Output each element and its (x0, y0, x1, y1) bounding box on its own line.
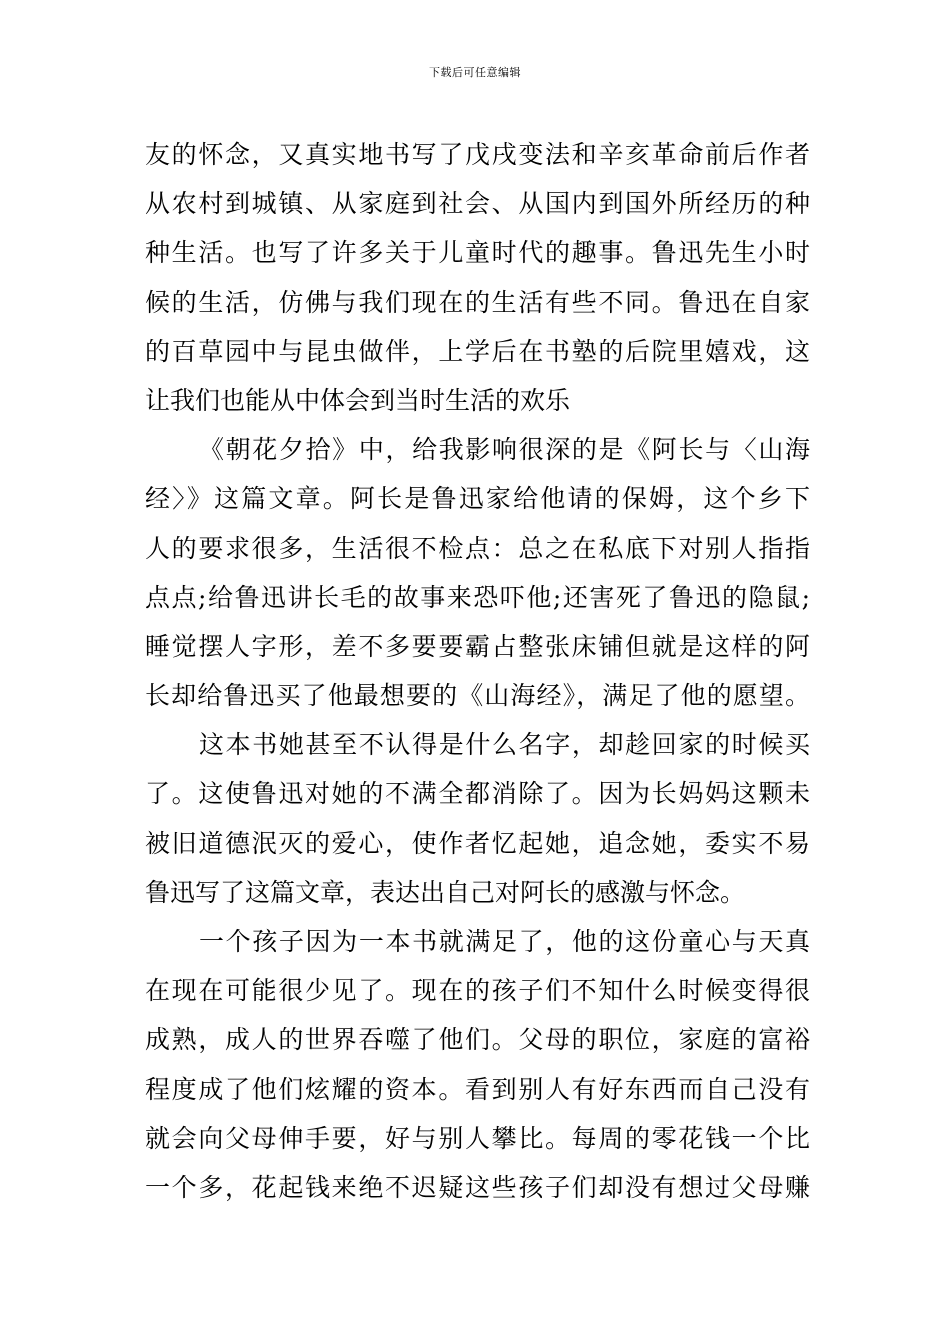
text-line: 程度成了他们炫耀的资本。看到别人有好东西而自己没有 (145, 1074, 810, 1104)
text-line: 一个多，花起钱来绝不迟疑这些孩子们却没有想过父母赚 (145, 1172, 810, 1202)
page-header: 下载后可任意编辑 (429, 66, 521, 79)
text-line: 的百草园中与昆虫做伴，上学后在书塾的后院里嬉戏，这 (145, 336, 810, 366)
text-line: 被旧道德泯灭的爱心，使作者忆起她，追念她，委实不易 (145, 828, 810, 858)
text-line: 了。这使鲁迅对她的不满全都消除了。因为长妈妈这颗未 (145, 779, 810, 809)
text-line: 在现在可能很少见了。现在的孩子们不知什么时候变得很 (145, 976, 810, 1006)
text-line: 种生活。也写了许多关于儿童时代的趣事。鲁迅先生小时 (145, 238, 810, 268)
text-line: 一个孩子因为一本书就满足了，他的这份童心与天真 (199, 927, 810, 956)
text-line: 长却给鲁迅买了他最想要的《山海经》，满足了他的愿望。 (145, 681, 810, 711)
text-line: 睡觉摆人字形，差不多要要霸占整张床铺但就是这样的阿 (145, 631, 810, 661)
body-text (145, 130, 810, 1212)
text-line: 成熟，成人的世界吞噬了他们。父母的职位，家庭的富裕 (145, 1025, 810, 1055)
text-line: 从农村到城镇、从家庭到社会、从国内到国外所经历的种 (145, 189, 810, 219)
text-line: 让我们也能从中体会到当时生活的欢乐 (145, 385, 571, 415)
text-line: 友的怀念，又真实地书写了戊戌变法和辛亥革命前后作者 (145, 140, 810, 169)
text-line: 候的生活，仿佛与我们现在的生活有些不同。鲁迅在自家 (145, 287, 810, 317)
text-line: 经〉》这篇文章。阿长是鲁迅家给他请的保姆，这个乡下 (145, 484, 810, 514)
text-line: 《朝花夕拾》中，给我影响很深的是《阿长与〈山海 (199, 435, 810, 465)
text-line: 就会向父母伸手要，好与别人攀比。每周的零花钱一个比 (145, 1123, 810, 1153)
text-line: 鲁迅写了这篇文章，表达出自己对阿长的感激与怀念。 (145, 877, 746, 907)
text-line: 人的要求很多，生活很不检点：总之在私底下对别人指指 (145, 533, 810, 563)
text-line: 点点;给鲁迅讲长毛的故事来恐吓他;还害死了鲁迅的隐鼠; (145, 582, 810, 612)
text-line: 这本书她甚至不认得是什么名字，却趁回家的时候买 (199, 730, 810, 760)
